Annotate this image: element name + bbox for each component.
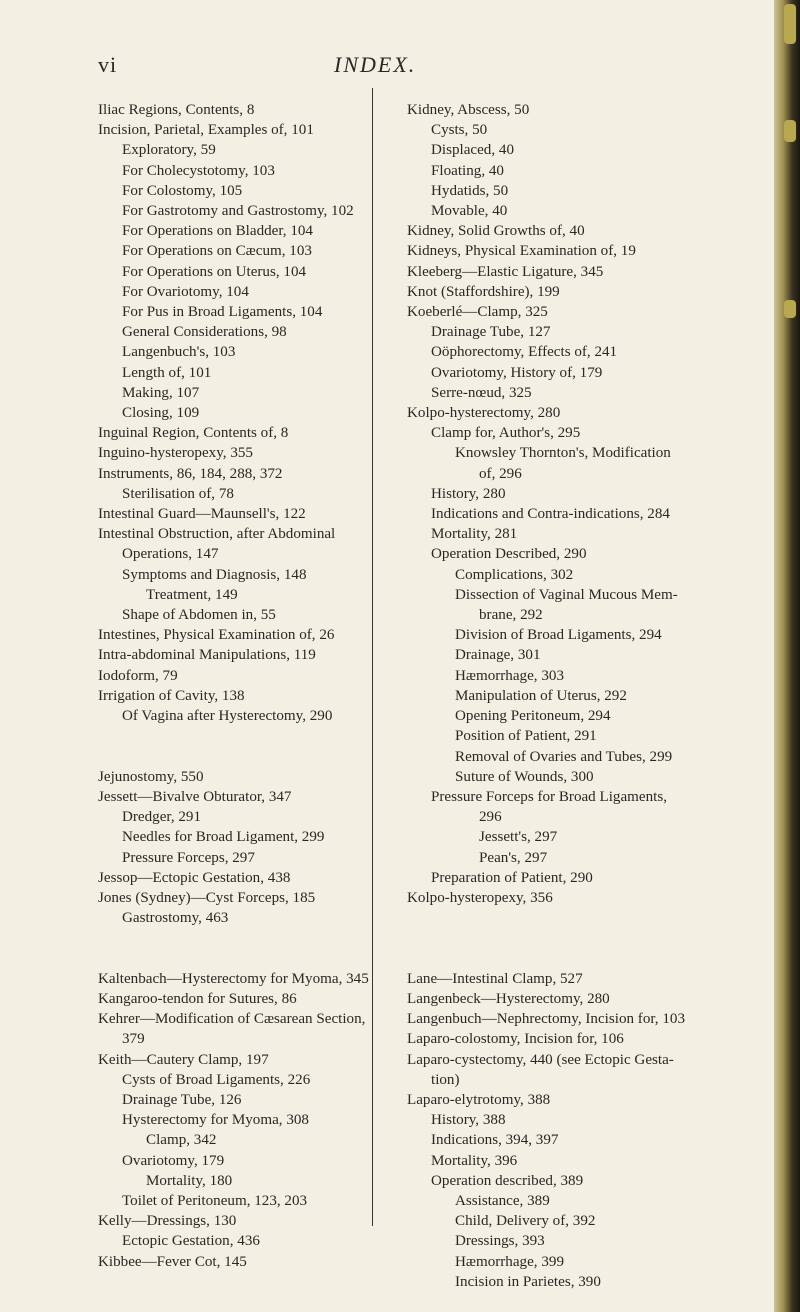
index-entry: Laparo-colostomy, Incision for, 106 [407,1031,624,1048]
index-entry: 296 [479,809,502,826]
index-entry: Oöphorectomy, Effects of, 241 [431,344,618,361]
index-entry: Kangaroo-tendon for Sutures, 86 [98,990,297,1007]
index-entry: For Gastrotomy and Gastrostomy, 102 [122,203,354,220]
index-entry: For Pus in Broad Ligaments, 104 [122,304,323,321]
index-entry: Lane—Intestinal Clamp, 527 [407,970,583,987]
index-entry: Iliac Regions, Contents, 8 [98,102,255,118]
index-entry: Suture of Wounds, 300 [455,768,594,785]
index-spacer [98,928,378,948]
index-entry: Clamp, 342 [146,1132,217,1149]
index-entry: Dissection of Vaginal Mucous Mem- [455,586,678,603]
index-entry: Child, Delivery of, 392 [455,1213,596,1230]
index-entry: Hæmorrhage, 399 [455,1253,564,1270]
index-entry: Opening Peritoneum, 294 [455,708,611,725]
index-entry: Kaltenbach—Hysterectomy for Myoma, 345 [98,970,369,987]
index-entry: Manipulation of Uterus, 292 [455,687,627,704]
index-entry: Hydatids, 50 [431,182,509,199]
index-entry: Langenbeck—Hysterectomy, 280 [407,990,610,1007]
index-entry: Movable, 40 [431,203,508,220]
index-entry: Ovariotomy, 179 [122,1152,225,1169]
index-entry: Jejunostomy, 550 [98,768,204,785]
index-entry: Koeberlé—Clamp, 325 [407,304,548,321]
index-entry: Division of Broad Ligaments, 294 [455,627,662,644]
index-entry: Gastrostomy, 463 [122,910,229,927]
index-entry: For Ovariotomy, 104 [122,283,249,300]
index-entry: Incision, Parietal, Examples of, 101 [98,122,314,139]
index-entry: History, 280 [431,485,506,502]
index-entry: Sterilisation of, 78 [122,485,234,502]
index-entry: Operation Described, 290 [431,546,587,563]
index-entry: Treatment, 149 [146,586,238,603]
index-spacer [407,908,787,928]
index-entry: Complications, 302 [455,566,574,583]
index-entry: Kidney, Solid Growths of, 40 [407,223,585,240]
index-entry: Inguino-hysteropexy, 355 [98,445,253,462]
index-entry: Kelly—Dressings, 130 [98,1213,237,1230]
index-entry: Indications, 394, 397 [431,1132,559,1149]
index-entry: Dressings, 393 [455,1233,545,1250]
index-entry: Kidney, Abscess, 50 [407,102,530,118]
index-entry: Position of Patient, 291 [455,728,597,745]
index-entry: Laparo-cystectomy, 440 (see Ectopic Gesta- [407,1051,674,1068]
right-index-column [407,100,787,1292]
index-entry: Drainage, 301 [455,647,541,664]
index-entry: Instruments, 86, 184, 288, 372 [98,465,283,482]
index-entry: Cysts, 50 [431,122,488,139]
page-edge-mark [784,4,796,44]
index-entry: Jones (Sydney)—Cyst Forceps, 185 [98,889,316,906]
index-entry: Keith—Cautery Clamp, 197 [98,1051,269,1068]
left-index-column [98,100,378,1272]
index-entry: Clamp for, Author's, 295 [431,425,581,442]
index-entry: of, 296 [479,465,522,482]
index-entry: History, 388 [431,1112,506,1129]
index-entry: Serre-nœud, 325 [431,384,532,401]
index-entry: Incision in Parietes, 390 [455,1273,601,1290]
index-entry: Iodoform, 79 [98,667,178,684]
index-entry: Drainage Tube, 126 [122,1091,242,1108]
index-entry: Langenbuch's, 103 [122,344,236,361]
index-entry: Kibbee—Fever Cot, 145 [98,1253,247,1270]
index-entry: Hysterectomy for Myoma, 308 [122,1112,309,1129]
index-entry: Intestinal Obstruction, after Abdominal [98,526,336,543]
index-entry: Irrigation of Cavity, 138 [98,687,245,704]
index-entry: Intestinal Guard—Maunsell's, 122 [98,506,306,523]
index-entry: Needles for Broad Ligament, 299 [122,829,325,846]
index-entry: Dredger, 291 [122,809,202,826]
index-entry: Symptoms and Diagnosis, 148 [122,566,307,583]
index-entry: Closing, 109 [122,405,200,422]
index-entry: 379 [122,1031,145,1048]
index-entry: Drainage Tube, 127 [431,324,551,341]
index-entry: Intra-abdominal Manipulations, 119 [98,647,316,664]
index-entry: Of Vagina after Hysterectomy, 290 [122,708,333,725]
index-entry: Cysts of Broad Ligaments, 226 [122,1071,311,1088]
index-entry: Inguinal Region, Contents of, 8 [98,425,289,442]
index-entry: For Operations on Cæcum, 103 [122,243,312,260]
index-entry: Laparo-elytrotomy, 388 [407,1091,551,1108]
index-entry: brane, 292 [479,607,543,624]
index-entry: For Operations on Uterus, 104 [122,263,307,280]
index-entry: Ectopic Gestation, 436 [122,1233,260,1250]
index-entry: For Colostomy, 105 [122,182,243,199]
index-spacer [407,928,787,948]
index-entry: General Considerations, 98 [122,324,287,341]
index-entry: Exploratory, 59 [122,142,216,159]
index-entry: Floating, 40 [431,162,504,179]
index-entry: Knowsley Thornton's, Modification [455,445,671,462]
index-entry: Removal of Ovaries and Tubes, 299 [455,748,673,765]
index-entry: Knot (Staffordshire), 199 [407,283,560,300]
index-entry: Kidneys, Physical Examination of, 19 [407,243,636,260]
index-entry: Length of, 101 [122,364,212,381]
index-entry: Jessop—Ectopic Gestation, 438 [98,869,291,886]
index-entry: Toilet of Peritoneum, 123, 203 [122,1192,308,1209]
index-entry: Indications and Contra-indications, 284 [431,506,670,523]
index-entry: Making, 107 [122,384,200,401]
index-entry: Pean's, 297 [479,849,548,866]
index-entry: Intestines, Physical Examination of, 26 [98,627,335,644]
index-entry: For Operations on Bladder, 104 [122,223,313,240]
page-title: INDEX. [334,52,417,77]
index-entry: Shape of Abdomen in, 55 [122,607,276,624]
index-entry: Hæmorrhage, 303 [455,667,564,684]
index-entry: Ovariotomy, History of, 179 [431,364,603,381]
index-entry: Displaced, 40 [431,142,514,159]
index-entry: Mortality, 180 [146,1172,233,1189]
index-entry: Jessett's, 297 [479,829,558,846]
index-entry: Langenbuch—Nephrectomy, Incision for, 103 [407,1011,685,1028]
index-entry: Kolpo-hysteropexy, 356 [407,889,553,906]
index-entry: Operation described, 389 [431,1172,584,1189]
index-entry: tion) [431,1071,460,1088]
index-entry: Pressure Forceps for Broad Ligaments, [431,788,667,805]
index-entry: Operations, 147 [122,546,219,563]
index-entry: Assistance, 389 [455,1192,550,1209]
index-spacer [98,949,378,969]
index-entry: For Cholecystotomy, 103 [122,162,275,179]
index-entry: Kleeberg—Elastic Ligature, 345 [407,263,604,280]
index-entry: Kehrer—Modification of Cæsarean Section, [98,1011,366,1028]
index-entry: Mortality, 281 [431,526,518,543]
index-entry: Kolpo-hysterectomy, 280 [407,405,561,422]
index-entry: Mortality, 396 [431,1152,518,1169]
index-entry: Jessett—Bivalve Obturator, 347 [98,788,292,805]
index-entry: Preparation of Patient, 290 [431,869,593,886]
page-number: vi [98,52,118,77]
index-entry: Pressure Forceps, 297 [122,849,255,866]
index-spacer [407,949,787,969]
index-spacer [98,726,378,746]
index-spacer [98,747,378,767]
